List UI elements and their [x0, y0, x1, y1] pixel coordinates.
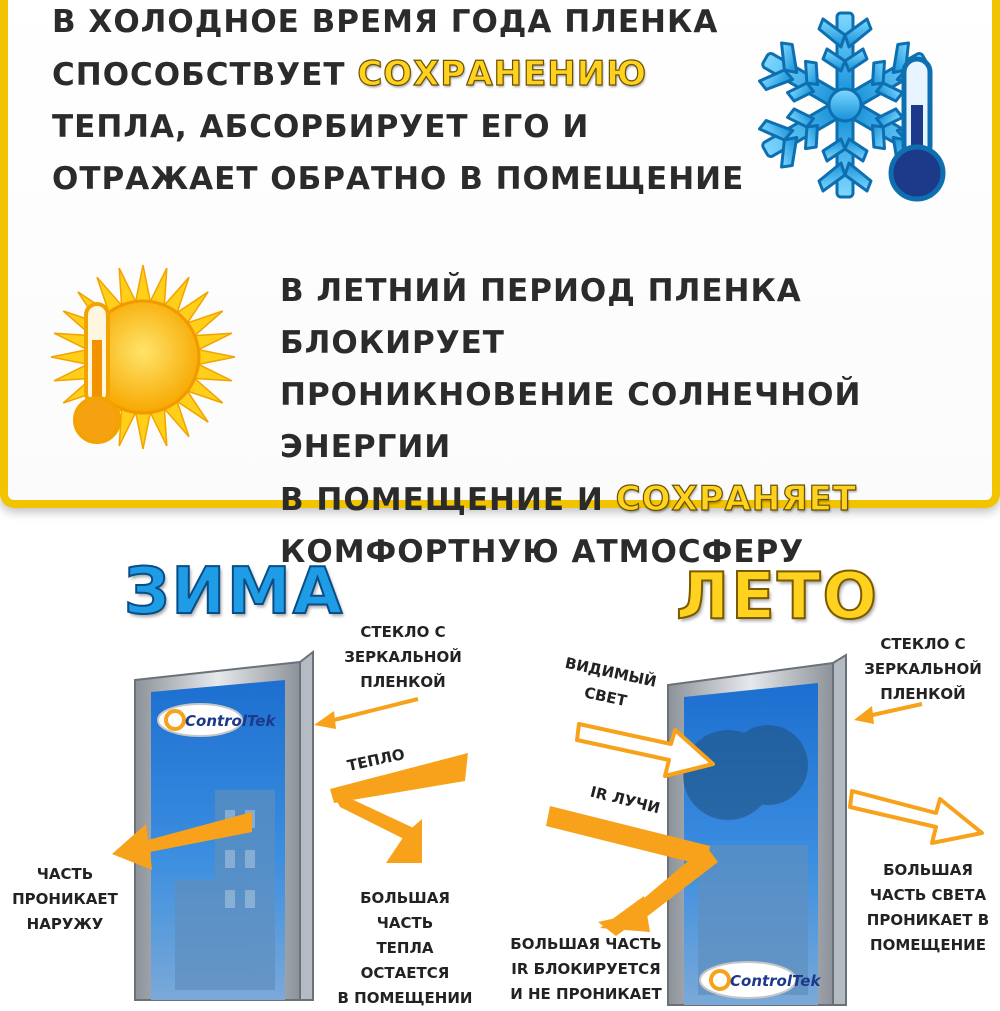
summer-title: ЛЕТО: [676, 560, 879, 634]
summer-visible-arrow: [575, 718, 725, 788]
summer-through-arrow: [848, 785, 998, 855]
summer-glass-label: СТЕКЛО С ЗЕРКАЛЬНОЙ ПЛЕНКОЙ: [864, 635, 982, 703]
sun-ray: [150, 268, 167, 305]
winter-heat-label: ТЕПЛО: [345, 745, 407, 775]
summer-ir-label: IR ЛУЧИ: [588, 782, 662, 818]
sun-ray: [199, 350, 236, 365]
summer-highlight: СОХРАНЯЕТ: [615, 479, 857, 519]
sun-ray: [136, 265, 151, 302]
winter-out-arrow: [110, 810, 260, 880]
winter-stays-label: БОЛЬШАЯ ЧАСТЬ ТЕПЛА ОСТАЕТСЯ В ПОМЕЩЕНИИ: [337, 889, 473, 1007]
winter-description: В ХОЛОДНОЕ ВРЕМЯ ГОДА ПЛЕНКА СПОСОБСТВУЕТ СОХРАНЕНИЮ ТЕПЛА, АБСОРБИРУЕТ ЕГО И ОТРАЖАЕТ ОБРАТНО В ПОМЕЩЕНИЕ: [52, 4, 745, 197]
thermometer-cold-icon: [882, 55, 952, 205]
summer-glass-pointer: [850, 698, 930, 738]
sun-ray: [150, 409, 167, 446]
sun-ray: [195, 333, 232, 350]
summer-ir-blocked-label: БОЛЬШАЯ ЧАСТЬ IR БЛОКИРУЕТСЯ И НЕ ПРОНИКАЕТ: [510, 935, 662, 1003]
sun-ray: [136, 413, 151, 450]
winter-logo: ControlTek: [185, 712, 276, 730]
summer-logo: ControlTek: [730, 972, 821, 990]
sun-ray: [195, 364, 232, 381]
winter-heat-arrows: [300, 745, 560, 905]
winter-out-label: ЧАСТЬ ПРОНИКАЕТ НАРУЖУ: [12, 865, 118, 933]
summer-light-label: БОЛЬШАЯ ЧАСТЬ СВЕТА ПРОНИКАЕТ В ПОМЕЩЕНИЕ: [866, 861, 990, 954]
winter-glass-label: СТЕКЛО С ЗЕРКАЛЬНОЙ ПЛЕНКОЙ: [344, 623, 462, 691]
summer-visible-label: ВИДИМЫЙ СВЕТ: [563, 653, 659, 711]
summer-description: В ЛЕТНИЙ ПЕРИОД ПЛЕНКА БЛОКИРУЕТ ПРОНИКНОВЕНИЕ СОЛНЕЧНОЙ ЭНЕРГИИ В ПОМЕЩЕНИЕ И СОХРАНЯЕТ КОМФОРТНУЮ АТМОСФЕРУ: [280, 273, 862, 570]
winter-highlight: СОХРАНЕНИЮ: [357, 54, 648, 94]
winter-glass-pointer: [308, 695, 428, 735]
winter-title: ЗИМА: [124, 555, 345, 629]
thermometer-hot-icon: [72, 300, 122, 450]
